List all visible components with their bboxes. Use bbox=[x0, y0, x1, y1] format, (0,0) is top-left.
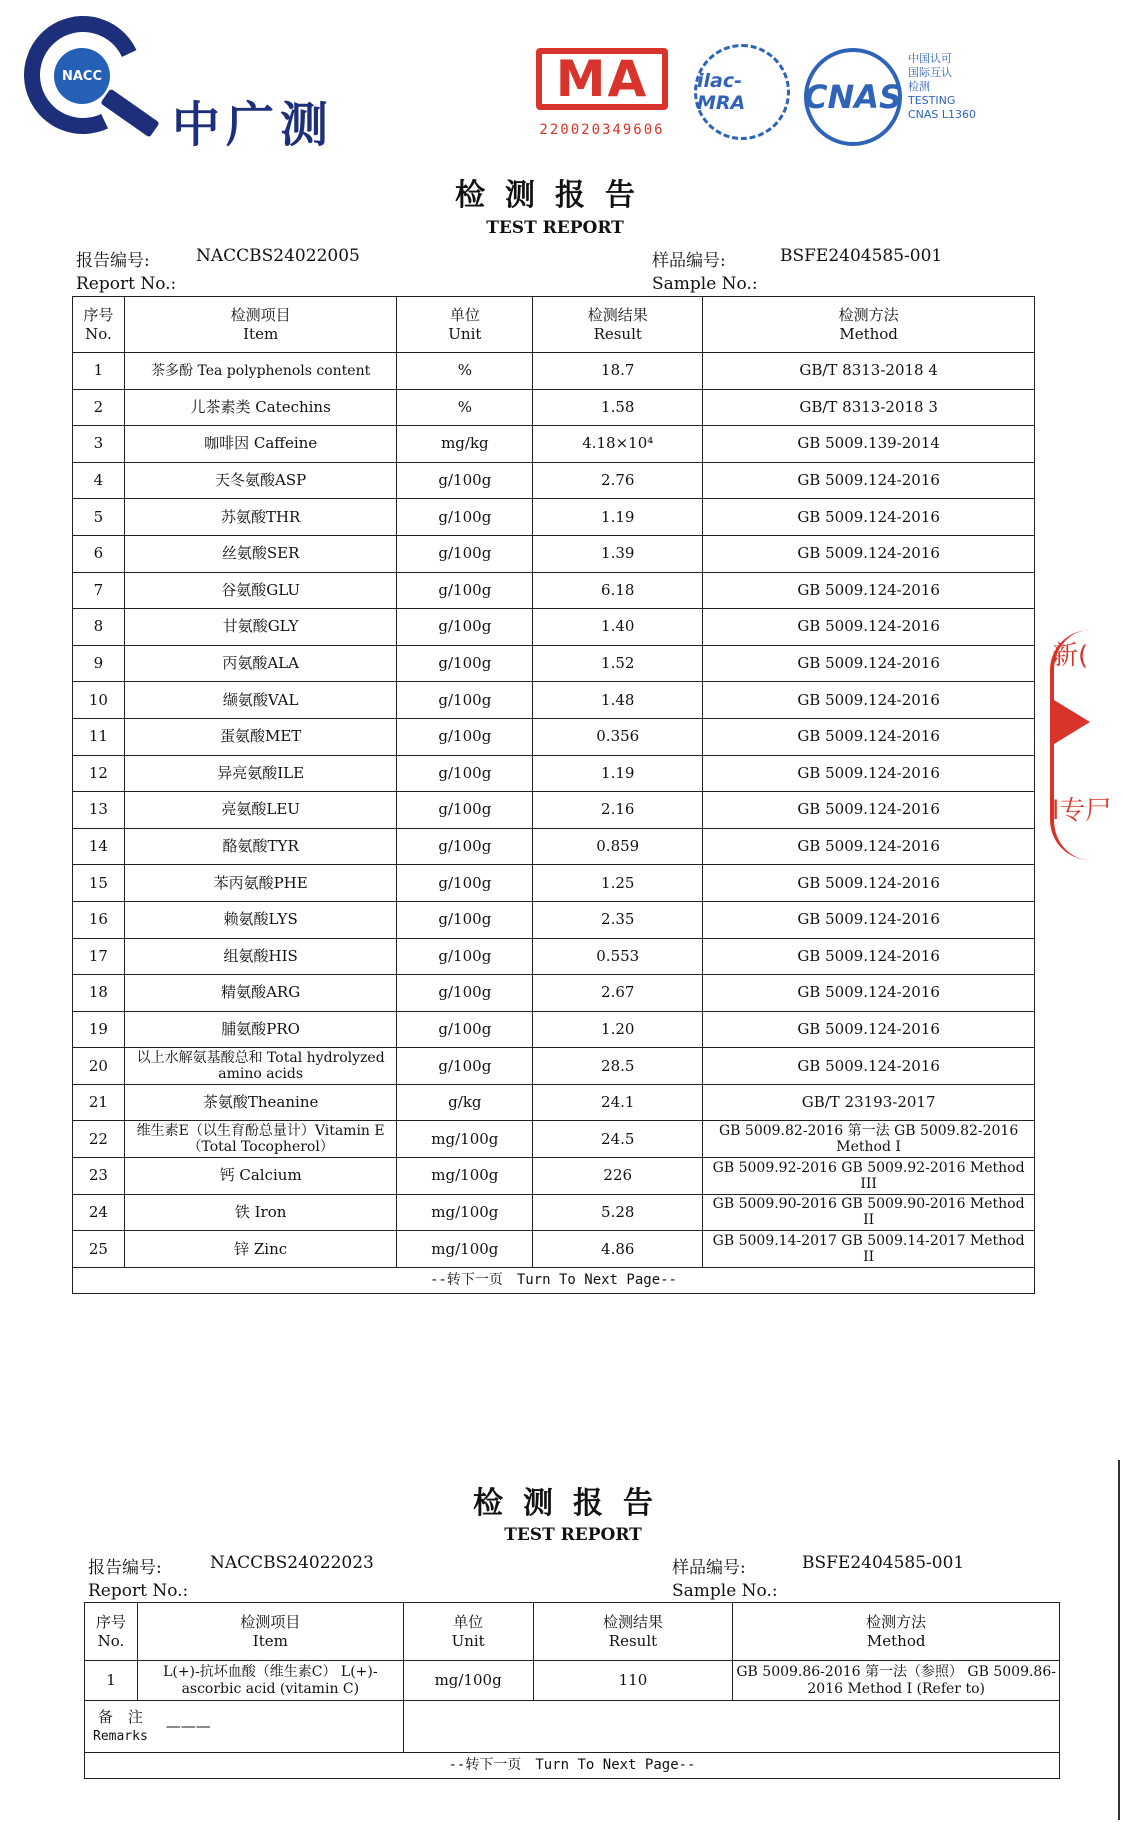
cell-unit: mg/100g bbox=[397, 1158, 533, 1195]
cell-method: GB/T 8313-2018 4 bbox=[703, 353, 1035, 390]
seal-star-icon bbox=[1054, 700, 1090, 744]
cell-no: 4 bbox=[73, 462, 125, 499]
cell-item: 缬氨酸VAL bbox=[124, 682, 397, 719]
cell-item: 蛋氨酸MET bbox=[124, 718, 397, 755]
cell-unit: mg/100g bbox=[397, 1121, 533, 1158]
page1-sample-no: BSFE2404585-001 bbox=[780, 246, 943, 266]
cma-logo: MA bbox=[536, 48, 668, 110]
cell-unit: g/100g bbox=[397, 718, 533, 755]
cnas-caption-line: 国际互认 bbox=[908, 66, 952, 79]
table-row bbox=[85, 1661, 1060, 1701]
cell-no: 13 bbox=[73, 792, 125, 829]
cell-method: GB 5009.124-2016 bbox=[703, 792, 1035, 829]
seal-text-top: 新( bbox=[1052, 641, 1089, 671]
header-en: Item bbox=[252, 1631, 288, 1650]
cell-item: 精氨酸ARG bbox=[124, 975, 397, 1012]
next-page-row bbox=[85, 1753, 1060, 1779]
cell-no: 18 bbox=[73, 975, 125, 1012]
cell-method: GB 5009.124-2016 bbox=[703, 718, 1035, 755]
header-cn: 序号 bbox=[83, 305, 114, 324]
cell-item: 儿茶素类 Catechins bbox=[124, 389, 397, 426]
table-row bbox=[73, 1231, 1035, 1268]
cell-result: 1.19 bbox=[533, 755, 703, 792]
cell-item: 丝氨酸SER bbox=[124, 535, 397, 572]
brand-name: 中广测 bbox=[172, 97, 335, 153]
cell-method: GB 5009.124-2016 bbox=[703, 938, 1035, 975]
cell-no: 15 bbox=[73, 865, 125, 902]
header-cn: 检测项目 bbox=[240, 1612, 301, 1631]
cnas-caption-line: TESTING bbox=[908, 94, 956, 107]
cell-method: GB/T 8313-2018 3 bbox=[703, 389, 1035, 426]
header-en: Result bbox=[608, 1631, 658, 1650]
cell-unit: mg/kg bbox=[397, 426, 533, 463]
table-row bbox=[73, 609, 1035, 646]
cell-no: 11 bbox=[73, 718, 125, 755]
header-cn: 检测项目 bbox=[230, 305, 291, 324]
cell-result: 110 bbox=[533, 1661, 733, 1701]
cell-result: 1.19 bbox=[533, 499, 703, 536]
cell-no: 1 bbox=[73, 353, 125, 390]
cell-no: 16 bbox=[73, 901, 125, 938]
cell-method: GB 5009.124-2016 bbox=[703, 645, 1035, 682]
header-en: Method bbox=[866, 1631, 926, 1650]
cell-result: 1.20 bbox=[533, 1011, 703, 1048]
cell-result: 226 bbox=[533, 1158, 703, 1195]
page1-sample-no-label-en: Sample No.: bbox=[652, 274, 758, 294]
nacc-logo-badge: NACC bbox=[54, 48, 110, 104]
cell-no: 23 bbox=[73, 1158, 125, 1195]
cell-item: 脯氨酸PRO bbox=[124, 1011, 397, 1048]
page2-report-no-label-en: Report No.: bbox=[88, 1581, 189, 1601]
table-row bbox=[73, 389, 1035, 426]
cell-result: 5.28 bbox=[533, 1194, 703, 1231]
cell-result: 4.18×10⁴ bbox=[533, 426, 703, 463]
cell-result: 2.67 bbox=[533, 975, 703, 1012]
header-en: Method bbox=[839, 324, 898, 343]
cell-no: 3 bbox=[73, 426, 125, 463]
cnas-caption-line: CNAS L1360 bbox=[908, 108, 977, 121]
cell-item: 以上水解氨基酸总和 Total hydrolyzed amino acids bbox=[124, 1048, 397, 1085]
cell-unit: g/100g bbox=[397, 535, 533, 572]
cell-item: 组氨酸HIS bbox=[124, 938, 397, 975]
page1-title-en: TEST REPORT bbox=[486, 218, 624, 238]
ilac-mra-logo: ilac-MRA bbox=[694, 44, 790, 140]
header-cn: 检测方法 bbox=[838, 305, 899, 324]
table-row bbox=[73, 865, 1035, 902]
cell-method: GB 5009.14-2017 GB 5009.14-2017 Method II bbox=[703, 1231, 1035, 1268]
header-en: No. bbox=[97, 1631, 125, 1650]
cell-no: 17 bbox=[73, 938, 125, 975]
page2-sample-no-label-en: Sample No.: bbox=[672, 1581, 778, 1601]
remarks-label-cn: 备 注 bbox=[97, 1707, 143, 1726]
cell-no: 5 bbox=[73, 499, 125, 536]
col-unit-header bbox=[403, 1603, 533, 1661]
cell-item: 苏氨酸THR bbox=[124, 499, 397, 536]
cell-method: GB 5009.124-2016 bbox=[703, 975, 1035, 1012]
cell-unit: g/100g bbox=[397, 499, 533, 536]
table-row bbox=[73, 499, 1035, 536]
cell-unit: g/100g bbox=[397, 572, 533, 609]
col-method-header bbox=[703, 297, 1035, 353]
table-row bbox=[73, 938, 1035, 975]
cell-method: GB 5009.124-2016 bbox=[703, 755, 1035, 792]
table-row bbox=[73, 1158, 1035, 1195]
cell-result: 24.5 bbox=[533, 1121, 703, 1158]
cell-method: GB 5009.124-2016 bbox=[703, 901, 1035, 938]
cell-unit: g/100g bbox=[397, 755, 533, 792]
cell-item: 异亮氨酸ILE bbox=[124, 755, 397, 792]
cell-item: 天冬氨酸ASP bbox=[124, 462, 397, 499]
page2-title-cn: 检测报告 bbox=[473, 1486, 673, 1521]
col-item-header bbox=[124, 297, 397, 353]
cell-result: 0.859 bbox=[533, 828, 703, 865]
cell-unit: g/100g bbox=[397, 865, 533, 902]
cell-item: 谷氨酸GLU bbox=[124, 572, 397, 609]
cell-no: 14 bbox=[73, 828, 125, 865]
table-row bbox=[73, 682, 1035, 719]
cell-unit: mg/100g bbox=[397, 1231, 533, 1268]
remarks-row bbox=[85, 1701, 1060, 1753]
cell-result: 6.18 bbox=[533, 572, 703, 609]
cell-no: 6 bbox=[73, 535, 125, 572]
table-row bbox=[73, 828, 1035, 865]
table-row bbox=[73, 1194, 1035, 1231]
cell-no: 12 bbox=[73, 755, 125, 792]
cell-item: 赖氨酸LYS bbox=[124, 901, 397, 938]
table-row bbox=[73, 755, 1035, 792]
remarks-cell bbox=[85, 1701, 404, 1753]
page-edge-line bbox=[1118, 1460, 1120, 1820]
cell-method: GB 5009.124-2016 bbox=[703, 609, 1035, 646]
cell-result: 1.40 bbox=[533, 609, 703, 646]
table-row bbox=[73, 718, 1035, 755]
cell-item: 铁 Iron bbox=[124, 1194, 397, 1231]
cell-method: GB 5009.139-2014 bbox=[703, 426, 1035, 463]
cell-result: 2.35 bbox=[533, 901, 703, 938]
cell-unit: mg/100g bbox=[397, 1194, 533, 1231]
cell-item: 维生素E（以生育酚总量计）Vitamin E（Total Tocopherol） bbox=[124, 1121, 397, 1158]
cell-item: 亮氨酸LEU bbox=[124, 792, 397, 829]
cell-result: 18.7 bbox=[533, 353, 703, 390]
cma-number: 220020349606 bbox=[539, 122, 665, 138]
cell-item: 茶氨酸Theanine bbox=[124, 1084, 397, 1121]
cell-unit: g/100g bbox=[397, 1011, 533, 1048]
col-item-header bbox=[137, 1603, 403, 1661]
cell-method: GB 5009.124-2016 bbox=[703, 499, 1035, 536]
cell-method: GB 5009.86-2016 第一法（参照） GB 5009.86-2016 Method I (Refer to) bbox=[733, 1661, 1060, 1701]
cell-no: 8 bbox=[73, 609, 125, 646]
cell-result: 1.39 bbox=[533, 535, 703, 572]
table-row bbox=[73, 975, 1035, 1012]
cell-method: GB/T 23193-2017 bbox=[703, 1084, 1035, 1121]
cell-unit: g/100g bbox=[397, 828, 533, 865]
header-en: No. bbox=[85, 324, 112, 343]
header-en: Unit bbox=[451, 1631, 485, 1650]
cnas-caption bbox=[908, 52, 976, 122]
cell-unit: % bbox=[397, 389, 533, 426]
cell-unit: % bbox=[397, 353, 533, 390]
cell-method: GB 5009.124-2016 bbox=[703, 572, 1035, 609]
cnas-caption-line: 检测 bbox=[908, 80, 930, 93]
cell-no: 19 bbox=[73, 1011, 125, 1048]
page2-report-no-label: 报告编号: bbox=[88, 1558, 162, 1578]
page1-report-no-label-en: Report No.: bbox=[76, 274, 177, 294]
table-header-row bbox=[85, 1603, 1060, 1661]
cell-result: 1.25 bbox=[533, 865, 703, 902]
cell-no: 25 bbox=[73, 1231, 125, 1268]
cell-result: 2.76 bbox=[533, 462, 703, 499]
cell-method: GB 5009.92-2016 GB 5009.92-2016 Method III bbox=[703, 1158, 1035, 1195]
cell-no: 22 bbox=[73, 1121, 125, 1158]
table-row bbox=[73, 572, 1035, 609]
header-en: Unit bbox=[448, 324, 482, 343]
cell-result: 28.5 bbox=[533, 1048, 703, 1085]
page2-title-en: TEST REPORT bbox=[504, 1525, 642, 1545]
cell-method: GB 5009.124-2016 bbox=[703, 828, 1035, 865]
next-page-row bbox=[73, 1267, 1035, 1293]
cell-result: 1.48 bbox=[533, 682, 703, 719]
cell-no: 7 bbox=[73, 572, 125, 609]
table-row bbox=[73, 792, 1035, 829]
col-result-header bbox=[533, 297, 703, 353]
table-row bbox=[73, 901, 1035, 938]
table-header-row bbox=[73, 297, 1035, 353]
cell-unit: g/100g bbox=[397, 975, 533, 1012]
col-unit-header bbox=[397, 297, 533, 353]
page1-report-no: NACCBS24022005 bbox=[196, 246, 360, 266]
cell-unit: g/100g bbox=[397, 901, 533, 938]
cell-no: 24 bbox=[73, 1194, 125, 1231]
header-cn: 序号 bbox=[95, 1612, 126, 1631]
table-row bbox=[73, 462, 1035, 499]
cell-unit: g/100g bbox=[397, 792, 533, 829]
header-cn: 单位 bbox=[449, 305, 480, 324]
cnas-logo: CNAS bbox=[804, 48, 902, 146]
table-row bbox=[73, 1084, 1035, 1121]
cell-item: 茶多酚 Tea polyphenols content bbox=[124, 353, 397, 390]
cnas-caption-line: 中国认可 bbox=[908, 52, 952, 65]
header-cn: 检测结果 bbox=[602, 1612, 663, 1631]
cell-item: 钙 Calcium bbox=[124, 1158, 397, 1195]
cell-no: 20 bbox=[73, 1048, 125, 1085]
cell-unit: g/100g bbox=[397, 682, 533, 719]
table-row bbox=[73, 535, 1035, 572]
cell-item: 苯丙氨酸PHE bbox=[124, 865, 397, 902]
header-en: Result bbox=[593, 324, 642, 343]
col-result-header bbox=[533, 1603, 733, 1661]
cell-unit: g/100g bbox=[397, 609, 533, 646]
table-row bbox=[73, 1011, 1035, 1048]
cell-no: 1 bbox=[85, 1661, 138, 1701]
page1-report-no-label: 报告编号: bbox=[76, 251, 150, 271]
header-en: Item bbox=[243, 324, 279, 343]
page2-sample-no-label: 样品编号: bbox=[672, 1558, 746, 1578]
cell-method: GB 5009.124-2016 bbox=[703, 1048, 1035, 1085]
cell-method: GB 5009.124-2016 bbox=[703, 1011, 1035, 1048]
cell-item: 咖啡因 Caffeine bbox=[124, 426, 397, 463]
cell-method: GB 5009.90-2016 GB 5009.90-2016 Method II bbox=[703, 1194, 1035, 1231]
table-row bbox=[73, 353, 1035, 390]
remarks-label-en: Remarks bbox=[93, 1728, 148, 1744]
cell-method: GB 5009.124-2016 bbox=[703, 865, 1035, 902]
col-no-header bbox=[85, 1603, 138, 1661]
cell-item: 甘氨酸GLY bbox=[124, 609, 397, 646]
cell-result: 24.1 bbox=[533, 1084, 703, 1121]
header-cn: 检测方法 bbox=[866, 1612, 927, 1631]
results-table-page1 bbox=[72, 296, 1035, 1294]
cell-result: 0.553 bbox=[533, 938, 703, 975]
page1-sample-no-label: 样品编号: bbox=[652, 251, 726, 271]
cell-result: 1.58 bbox=[533, 389, 703, 426]
table-row bbox=[73, 426, 1035, 463]
remarks-empty-cell bbox=[403, 1701, 1059, 1753]
seal-text-bottom: l专尸 bbox=[1052, 796, 1112, 826]
cell-item: 酪氨酸TYR bbox=[124, 828, 397, 865]
cell-no: 9 bbox=[73, 645, 125, 682]
next-page-note: --转下一页 Turn To Next Page-- bbox=[85, 1753, 1060, 1779]
cell-result: 1.52 bbox=[533, 645, 703, 682]
cell-method: GB 5009.124-2016 bbox=[703, 535, 1035, 572]
cell-method: GB 5009.124-2016 bbox=[703, 682, 1035, 719]
table-row bbox=[73, 645, 1035, 682]
cell-result: 2.16 bbox=[533, 792, 703, 829]
cell-unit: g/100g bbox=[397, 462, 533, 499]
page1-title-cn: 检测报告 bbox=[455, 178, 655, 213]
cell-item: 丙氨酸ALA bbox=[124, 645, 397, 682]
cell-unit: g/100g bbox=[397, 938, 533, 975]
cell-unit: g/100g bbox=[397, 645, 533, 682]
header-cn: 检测结果 bbox=[587, 305, 648, 324]
cell-method: GB 5009.82-2016 第一法 GB 5009.82-2016 Method I bbox=[703, 1121, 1035, 1158]
next-page-note: --转下一页 Turn To Next Page-- bbox=[73, 1267, 1035, 1293]
page2-report-no: NACCBS24022023 bbox=[210, 1553, 374, 1573]
cell-no: 21 bbox=[73, 1084, 125, 1121]
cell-unit: g/kg bbox=[397, 1084, 533, 1121]
cell-unit: g/100g bbox=[397, 1048, 533, 1085]
cell-method: GB 5009.124-2016 bbox=[703, 462, 1035, 499]
cell-no: 2 bbox=[73, 389, 125, 426]
results-table-page2 bbox=[84, 1602, 1060, 1779]
table-row bbox=[73, 1048, 1035, 1085]
cell-no: 10 bbox=[73, 682, 125, 719]
col-method-header bbox=[733, 1603, 1060, 1661]
cell-item: 锌 Zinc bbox=[124, 1231, 397, 1268]
table-row bbox=[73, 1121, 1035, 1158]
col-no-header bbox=[73, 297, 125, 353]
remarks-value: ——— bbox=[165, 1717, 211, 1735]
page2-sample-no: BSFE2404585-001 bbox=[802, 1553, 965, 1573]
cell-unit: mg/100g bbox=[403, 1661, 533, 1701]
cell-result: 0.356 bbox=[533, 718, 703, 755]
cell-item: L(+)-抗坏血酸（维生素C） L(+)-ascorbic acid (vitamin C) bbox=[137, 1661, 403, 1701]
cell-result: 4.86 bbox=[533, 1231, 703, 1268]
header-cn: 单位 bbox=[453, 1612, 484, 1631]
